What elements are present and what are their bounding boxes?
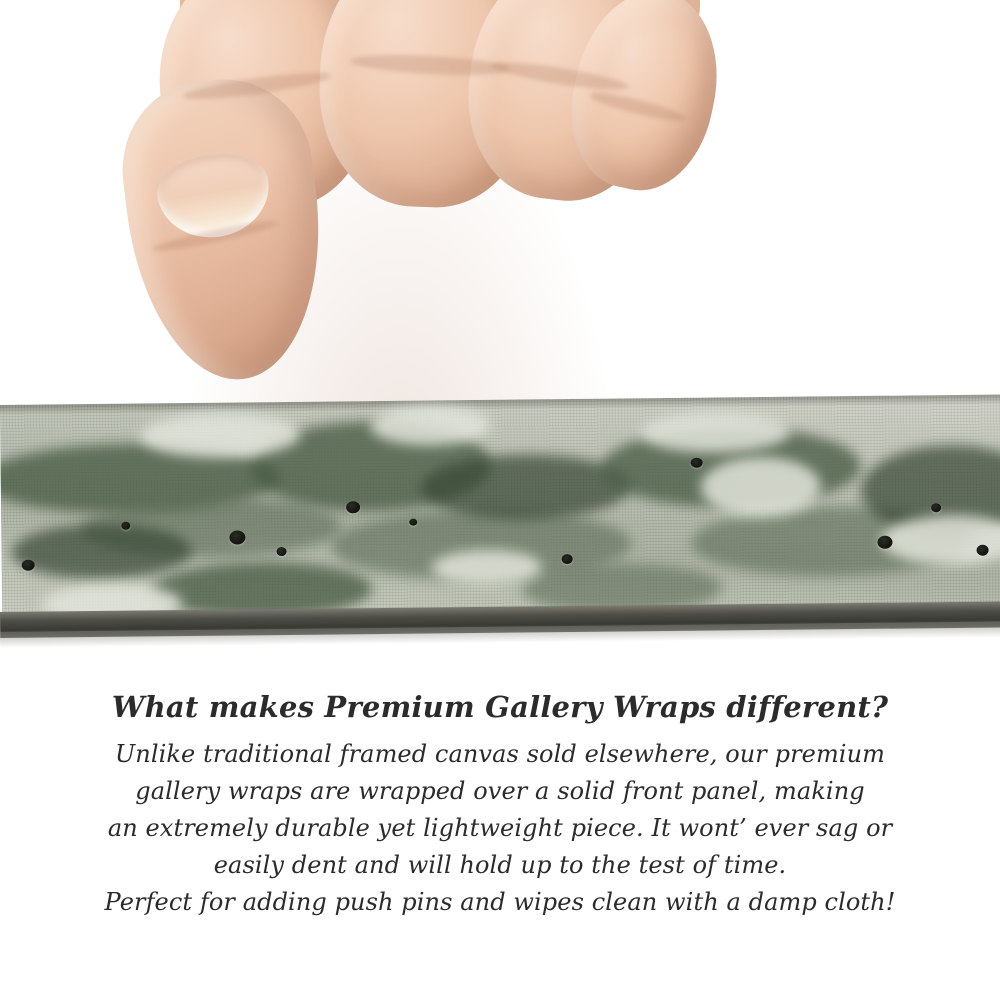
caption-line: gallery wraps are wrapped over a solid front panel, making xyxy=(135,777,865,805)
canvas-speck xyxy=(691,458,703,468)
caption-line: easily dent and will hold up to the test of time. xyxy=(213,851,787,879)
canvas-speck xyxy=(977,545,989,556)
caption-line: an extremely durable yet lightweight piece. It wont’ ever sag or xyxy=(107,814,893,842)
canvas-speck xyxy=(277,547,287,556)
hand-illustration xyxy=(120,0,680,430)
canvas-speck xyxy=(229,530,245,544)
canvas-speck xyxy=(121,522,130,530)
canvas-edge-strip xyxy=(0,395,1000,630)
canvas-speck xyxy=(22,560,35,571)
photo-edge-fade xyxy=(0,0,120,420)
caption-block xyxy=(0,690,1000,921)
canvas-speck xyxy=(931,503,941,512)
canvas-speck xyxy=(346,501,360,513)
caption-line: Unlike traditional framed canvas sold elsewhere, our premium xyxy=(114,740,885,768)
caption-line: Perfect for adding push pins and wipes clean with a damp cloth! xyxy=(104,888,896,916)
photo-edge-fade xyxy=(880,0,1000,420)
canvas-speck xyxy=(409,519,417,526)
canvas-speck xyxy=(562,554,573,564)
caption-title: What makes Premium Gallery Wraps different? xyxy=(111,690,889,724)
